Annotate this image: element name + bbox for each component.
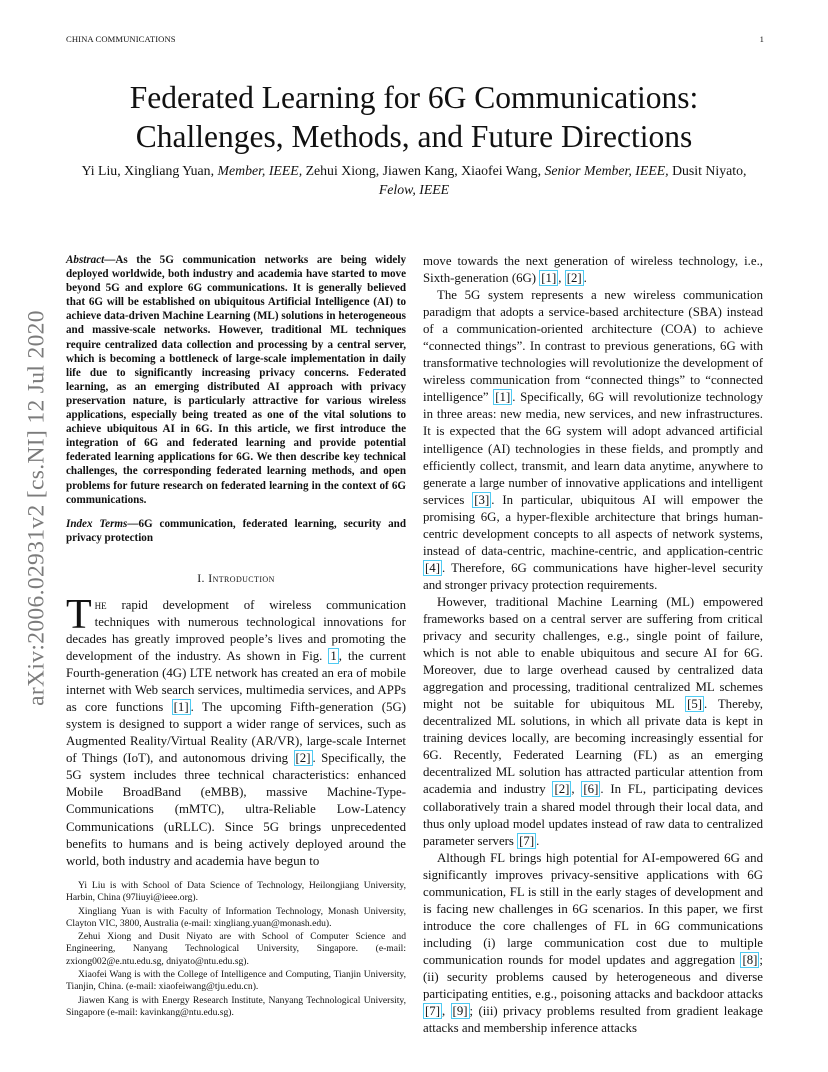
title-line-1: Federated Learning for 6G Communications: [129, 80, 699, 115]
citation-link[interactable]: [9] [452, 1004, 468, 1019]
index-terms-label: Index Terms [66, 517, 128, 530]
citation-link[interactable]: [6] [583, 782, 599, 797]
body-text: Although FL brings high potential for AI-empowered 6G and significantly improves privacy-sensitive applications with 6G communication, FL is still in the early stages of development and is facing new challenges in 6G scenarios. In this paper, we first introduce the core challenges of FL in 6G communications including (i) large communication cost due to multiple communication rounds for model updates and aggregation [423, 850, 763, 967]
figure-link[interactable]: 1 [330, 649, 337, 664]
body-text: , [441, 1004, 451, 1019]
left-column [66, 253, 406, 870]
body-text: . Thereby, decentralized ML solutions, in which all private data is kept in training devices locally, are becoming increasingly essential for 6G. Recently, Federated Learning (FL) as an emerging decentralized ML solution has attracted particular attention from academia and industry [423, 697, 763, 797]
journal-name: CHINA COMMUNICATIONS [66, 34, 176, 44]
citation-link[interactable]: [2] [554, 782, 570, 797]
body-text: The 5G system represents a new wireless communication paradigm that adopts a service-based architecture (SBA) instead of a communication-oriented architecture (COA) to achieve “connected things”. In contrast to previous generations, 6G with transformative technologies will revolutionize the development of wireless communication from “connected things” to “connected intelligence” [423, 288, 763, 405]
author-role-3: Felow, IEEE [378, 182, 450, 197]
intro-text: . The upcoming Fifth-generation (5G) system is designed to support a wider range of services, such as Augmented Reality/Virtual Reality (AR/VR), large-scale Internet of Things (IoT), and autonomous driving [66, 700, 406, 766]
citation-link[interactable]: [2] [566, 271, 582, 286]
index-terms-text: —6G communication, federated learning, security and privacy protection [66, 517, 406, 544]
paper-title [50, 78, 778, 156]
body-text: . Therefore, 6G communications have higher-level security and stronger privacy protection requirements. [423, 560, 763, 592]
citation-link[interactable]: [2] [295, 751, 311, 766]
section-heading-introduction [66, 570, 406, 587]
body-text: . [536, 833, 540, 848]
index-terms [66, 517, 406, 545]
body-text: ; (ii) security problems caused by heterogeneous and diverse participating entities, e.g., poisoning attacks and backdoor attacks [423, 952, 763, 1002]
citation-link[interactable]: [1] [495, 390, 511, 405]
citation-link[interactable]: [8] [742, 952, 758, 967]
body-paragraph [423, 253, 763, 287]
citation-link[interactable]: [7] [425, 1004, 440, 1019]
footnote: Zehui Xiong and Dusit Niyato are with School of Computer Science and Engineering, Nanyang Technological University, Singapore. (e-mail: zxiong002@e.ntu.edu.sg, dniyato@ntu.edu.sg). [66, 931, 406, 967]
citation-link[interactable]: [4] [425, 560, 440, 575]
arxiv-stamp [22, 306, 52, 710]
section-number: I. [197, 570, 209, 585]
section-title: Introduction [208, 570, 275, 585]
body-text: . In FL, participating devices collaboratively train a shared model through their local data, and thus only upload model updates instead of raw data to centralized parameter servers [423, 782, 763, 848]
author-list [62, 161, 766, 199]
running-head [66, 34, 764, 46]
author-role-1: Member, IEEE, [217, 163, 303, 178]
citation-link[interactable]: [3] [474, 492, 490, 507]
title-line-2: Challenges, Methods, and Future Directions [135, 119, 693, 154]
authors-part-1: Yi Liu, Xingliang Yuan, [81, 163, 218, 178]
intro-text: . Specifically, the 5G system includes three technical characteristics: enhanced Mobile BroadBand (eMBB), massive Machine-Type-Communications (mMTC), ultra-Reliable Low-Latency Communications (uRLLC). Since 5G brings unprecedented benefits to humans and is being actively deployed around the world, both industry and academia have begun to [66, 751, 406, 868]
body-paragraph [423, 287, 763, 594]
intro-text: rapid development of wireless communication techniques with numerous technological innovations for decades has greatly improved people’s lives and promoting the development of the industry. As shown in Fig. [66, 597, 406, 664]
abstract-label: Abstract [66, 254, 105, 266]
body-text: . [583, 271, 587, 286]
drop-cap: T [66, 591, 92, 638]
footnote: Xiaofei Wang is with the College of Intelligence and Computing, Tianjin University, Tianjin, China. (e-mail: xiaofeiwang@tju.edu.cn). [66, 969, 406, 993]
footnote: Xingliang Yuan is with Faculty of Information Technology, Monash University, Clayton VIC, 3800, Australia (e-mail: xingliang.yuan@monash.edu). [66, 905, 406, 929]
body-paragraph [423, 850, 763, 1038]
footnote: Jiawen Kang is with Energy Research Institute, Nanyang Technological University, Singapore (e-mail: kavinkang@ntu.edu.sg). [66, 994, 406, 1018]
citation-link[interactable]: [7] [519, 833, 535, 848]
footnote: Yi Liu is with School of Data Science of Technology, Heilongjiang University, Harbin, China (97liuyi@ieee.org). [66, 880, 406, 904]
body-text: , [571, 782, 582, 797]
abstract-text: —As the 5G communication networks are being widely deployed worldwide, both industry and academia have started to move beyond 5G and explore 6G communications. It is generally believed that 6G will be established on ubiquitous Artificial Intelligence (AI) to achieve data-driven Machine Learning (ML) solutions in heterogeneous and massive-scale networks. However, traditional ML techniques require centralized data collection and processing by a central server, which is becoming a bottleneck of large-scale implementation in daily life due to significantly increasing privacy concerns. Federated learning, as an emerging distributed AI approach with privacy preservation nature, is particularly attractive for various wireless applications, especially being treated as one of the vital solutions to achieve ubiquitous AI in 6G. In this article, we first introduce the integration of 6G and federated learning and provide potential federated learning applications for 6G. We then describe key technical challenges, the corresponding federated learning methods, and open problems for future research on federated learning in the context of 6G communications. [66, 254, 406, 506]
page-number: 1 [759, 34, 764, 44]
body-paragraph [423, 594, 763, 850]
drop-cap-rest: he [94, 597, 107, 612]
body-text: , [558, 271, 565, 286]
intro-paragraph [66, 591, 406, 870]
citation-link[interactable]: [1] [173, 700, 189, 715]
right-column [423, 253, 763, 1037]
body-text: . In particular, ubiquitous AI will empower the promising 6G, a hyper-flexible architecture that brings human-centric development concepts to all aspects of network systems, instead of data-centric, machine-centric, and application-centric [423, 492, 763, 558]
abstract [66, 253, 406, 507]
author-role-2: Senior Member, IEEE, [544, 163, 669, 178]
authors-part-3: Dusit Niyato, [668, 163, 747, 178]
authors-part-2: Zehui Xiong, Jiawen Kang, Xiaofei Wang, [302, 163, 545, 178]
intro-text: , the current Fourth-generation (4G) LTE network has created an era of mobile internet with Web search services, multimedia services, and APPs as core functions [66, 649, 406, 715]
citation-link[interactable]: [1] [541, 271, 557, 286]
body-text: ; (iii) privacy problems resulted from gradient leakage attacks and membership inference attacks [423, 1004, 763, 1036]
body-text: move towards the next generation of wireless technology, i.e., Sixth-generation (6G) [423, 254, 763, 286]
citation-link[interactable]: [5] [687, 697, 703, 712]
body-text: . Specifically, 6G will revolutionize technology in three areas: new media, new services, and new infrastructures. It is expected that the 6G system will adopt advanced artificial intelligence (AI) technologies in these fields, and promptly and efficiently collect, transmit, and learn data anytime, anywhere to generate a large number of innovative applications and intelligent services [423, 390, 763, 507]
body-text: However, traditional Machine Learning (ML) empowered frameworks based on a central server are suffering from critical privacy and security challenges, e.g., single point of failure, which is not able to enable ubiquitous and secure AI for 6G. Moreover, due to large overhead caused by centralized data aggregation and processing, traditional centralized ML schemes might not be suitable for ubiquitous ML [423, 594, 763, 712]
arxiv-identifier: arXiv:2006.02931v2 [cs.NI] 12 Jul 2020 [23, 310, 50, 706]
author-footnotes [66, 880, 406, 1021]
